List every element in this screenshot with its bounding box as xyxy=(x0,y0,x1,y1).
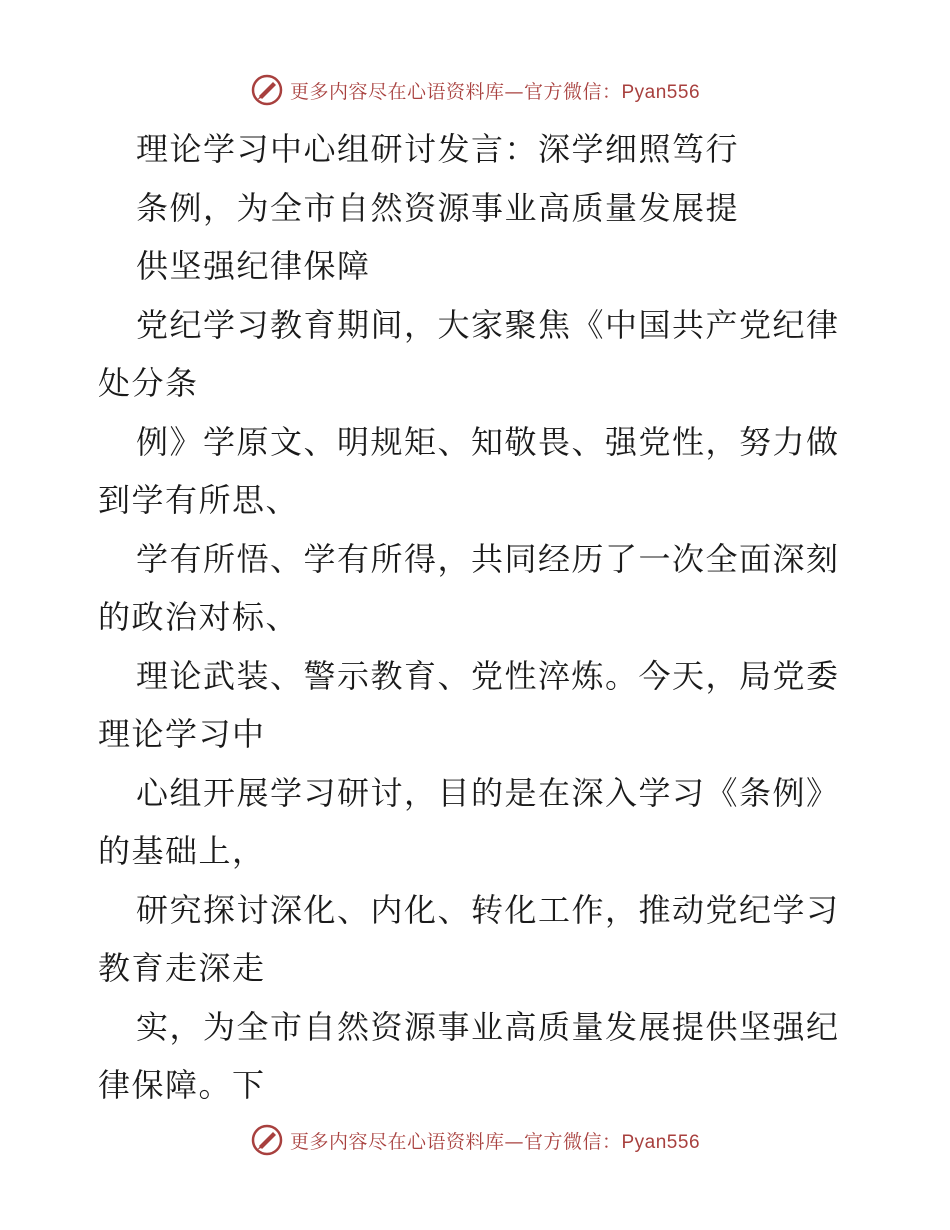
paragraph-line: 的基础上， xyxy=(98,832,266,870)
paragraph-line: 处分条 xyxy=(98,364,199,402)
pen-nib-logo-icon xyxy=(250,1123,284,1157)
banner-message: 更多内容尽在心语资料库—官方微信： xyxy=(289,80,622,103)
title-line: 条例，为全市自然资源事业高质量发展提 xyxy=(136,188,740,227)
paragraph-line: 实，为全市自然资源事业高质量发展提供坚强纪 xyxy=(136,1007,840,1046)
paragraph-line: 教育走深走 xyxy=(98,949,266,987)
paragraph-line: 例》学原文、明规矩、知敬畏、强党性，努力做 xyxy=(136,422,840,461)
paragraph-line: 的政治对标、 xyxy=(98,598,300,636)
banner-text xyxy=(290,1127,700,1154)
paragraph-line: 律保障。下 xyxy=(98,1066,266,1104)
header-banner xyxy=(0,70,950,110)
wechat-id: Pyan556 xyxy=(621,1131,701,1153)
pen-nib-logo-icon xyxy=(250,73,284,107)
document-body xyxy=(98,120,858,1115)
banner-text xyxy=(290,77,700,104)
wechat-id: Pyan556 xyxy=(621,81,701,103)
paragraph-line: 研究探讨深化、内化、转化工作，推动党纪学习 xyxy=(136,890,840,929)
paragraph-line: 党纪学习教育期间，大家聚焦《中国共产党纪律 xyxy=(136,305,840,344)
paragraph-line: 到学有所思、 xyxy=(98,481,300,519)
paragraph-line: 学有所悟、学有所得，共同经历了一次全面深刻 xyxy=(136,539,840,578)
banner-message: 更多内容尽在心语资料库—官方微信： xyxy=(289,1130,622,1153)
paragraph-line: 理论武装、警示教育、党性淬炼。今天，局党委 xyxy=(136,656,840,695)
footer-banner xyxy=(0,1120,950,1160)
paragraph-line: 心组开展学习研讨，目的是在深入学习《条例》 xyxy=(136,773,840,812)
paragraph-line: 理论学习中 xyxy=(98,715,266,753)
title-line: 供坚强纪律保障 xyxy=(136,247,371,285)
title-line: 理论学习中心组研讨发言：深学细照笃行 xyxy=(136,130,740,168)
